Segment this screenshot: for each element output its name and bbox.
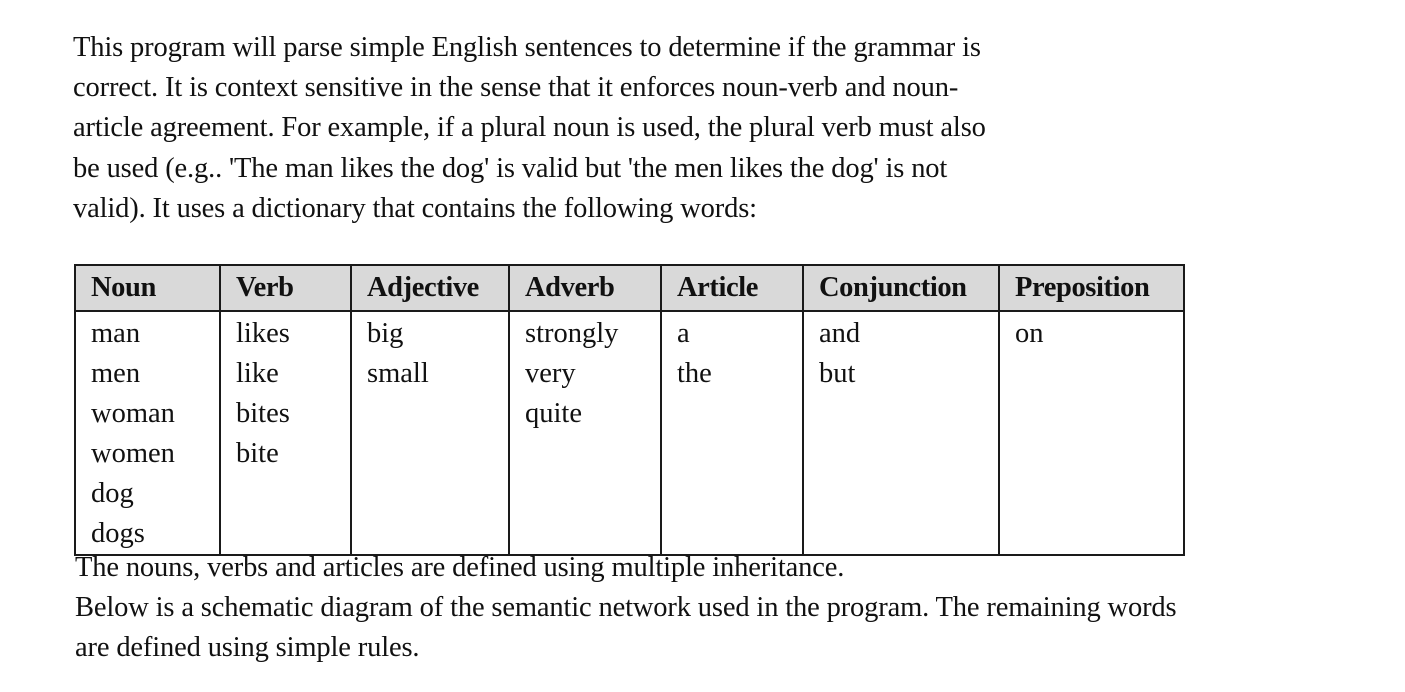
word: small: [367, 358, 429, 389]
word: women: [91, 438, 175, 469]
outro-paragraph: [75, 548, 1395, 669]
header-preposition: Preposition: [999, 265, 1184, 311]
header-conjunction: Conjunction: [803, 265, 999, 311]
intro-line: be used (e.g.. 'The man likes the dog' is valid but 'the men likes the dog' is not: [73, 152, 948, 184]
header-adjective: Adjective: [351, 265, 509, 311]
adjective-words-cell: [351, 311, 509, 555]
intro-paragraph: [73, 28, 1163, 229]
word: bites: [236, 398, 290, 429]
word: and: [819, 318, 861, 349]
word: strongly: [525, 318, 619, 349]
outro-line: The nouns, verbs and articles are defined using multiple inheritance.: [75, 552, 845, 583]
header-noun: Noun: [75, 265, 220, 311]
word: men: [91, 358, 141, 389]
article-words-cell: [661, 311, 803, 555]
word: dogs: [91, 518, 145, 549]
verb-words-cell: [220, 311, 351, 555]
adverb-words-cell: [509, 311, 661, 555]
word: likes: [236, 318, 290, 349]
word: on: [1015, 318, 1044, 349]
dictionary-word-row: [75, 311, 1184, 555]
intro-line: This program will parse simple English sentences to determine if the grammar is: [73, 32, 981, 63]
word: big: [367, 318, 404, 349]
dictionary-header-row: [75, 265, 1184, 311]
noun-words-cell: [75, 311, 220, 555]
word: bite: [236, 438, 279, 469]
header-article: Article: [661, 265, 803, 311]
dictionary-table: [74, 264, 1185, 556]
header-verb: Verb: [220, 265, 351, 311]
header-adverb: Adverb: [509, 265, 661, 311]
word: but: [819, 358, 856, 389]
intro-line: article agreement. For example, if a plural noun is used, the plural verb must also: [73, 112, 986, 144]
preposition-words-cell: [999, 311, 1184, 555]
intro-line: correct. It is context sensitive in the sense that it enforces noun-verb and noun-: [73, 72, 959, 104]
word: very: [525, 358, 576, 389]
word: a: [677, 318, 690, 349]
word: like: [236, 358, 279, 389]
word: quite: [525, 398, 582, 429]
intro-line: valid). It uses a dictionary that contains the following words:: [73, 192, 757, 224]
word: dog: [91, 478, 134, 509]
word: man: [91, 318, 141, 349]
outro-line: Below is a schematic diagram of the semantic network used in the program. The remaining words: [75, 592, 1177, 624]
word: woman: [91, 398, 175, 429]
word: the: [677, 358, 712, 389]
outro-line: are defined using simple rules.: [75, 632, 420, 664]
conjunction-words-cell: [803, 311, 999, 555]
